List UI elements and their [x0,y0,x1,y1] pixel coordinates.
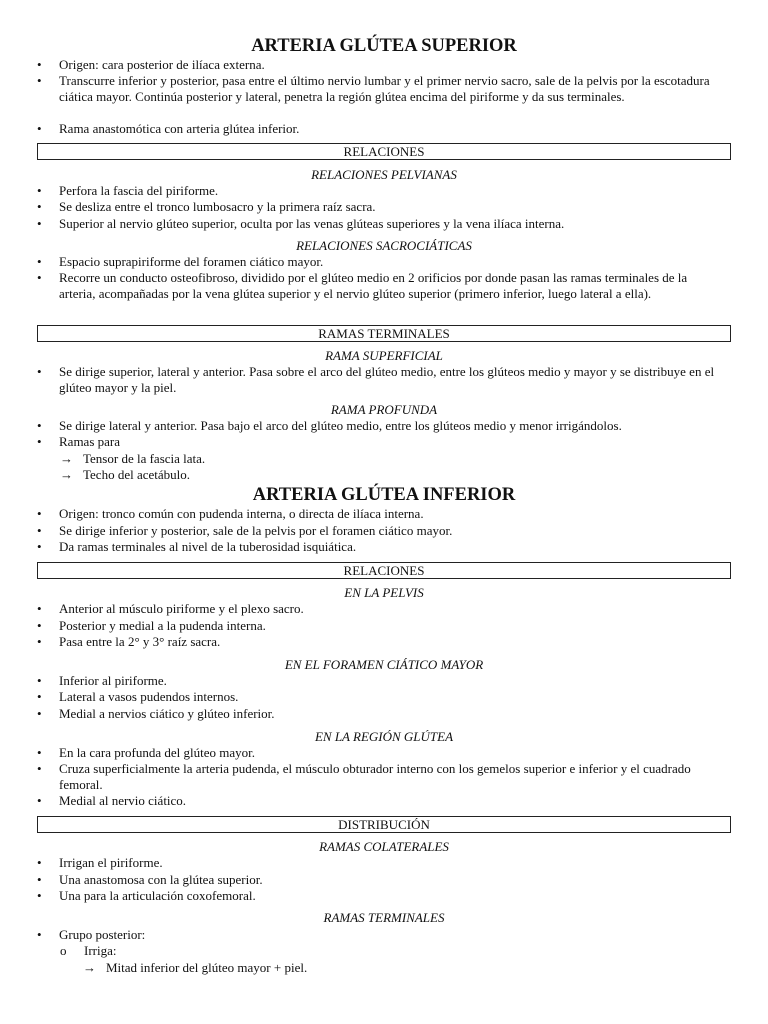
list-item [37,183,717,199]
list-item [37,706,717,722]
list-item-text: Una para la articulación coxofemoral. [59,888,256,903]
arrow-list-item [83,960,307,976]
bullet: • [37,539,42,554]
bullet: • [37,183,42,198]
list-item [37,364,717,396]
list-item-text: Superior al nervio glúteo superior, oculta por las venas glúteas superiores y la vena ilíaca interna. [59,216,565,231]
list-item [37,434,717,450]
list-item [37,761,717,793]
bullet: • [37,216,42,231]
subheading-en-el-foramen-ciatico-mayor: EN EL FORAMEN CIÁTICO MAYOR [284,657,484,672]
list-item [37,121,717,137]
bullet: • [37,270,42,285]
sub-list-item-text: Irriga: [84,943,117,958]
list-item-text: Se dirige superior, lateral y anterior. Pasa sobre el arco del glúteo medio, entre los glúteos medio y mayor y se distribuye en el glúteo mayor y la piel. [59,364,715,396]
list-item-text: Irrigan el piriforme. [59,855,163,870]
arrow-right-icon: → [60,467,73,482]
subheading-en-la-pelvis: EN LA PELVIS [344,585,424,600]
list-item-text: En la cara profunda del glúteo mayor. [59,745,256,760]
bullet: • [37,745,42,760]
list-item-text: Transcurre inferior y posterior, pasa entre el último nervio lumbar y el primer nervio sacro, sale de la pelvis por la escotadura ciática mayor. Continúa posterior y lateral, penetra la región glútea encima del piriforme y da sus terminales. [59,73,710,105]
arrow-right-icon: → [83,960,96,975]
list-item [37,254,717,270]
list-item-text: Posterior y medial a la pudenda interna. [59,618,266,633]
list-item-text: Medial a nervios ciático y glúteo inferior. [59,706,275,721]
sub-list-item [60,943,116,959]
list-item-text: Origen: cara posterior de ilíaca externa. [59,57,265,72]
bullet: • [37,618,42,633]
list-item [37,418,717,434]
subheading-relaciones-pelvianas: RELACIONES PELVIANAS [311,167,457,182]
title-arteria-glutea-superior: ARTERIA GLÚTEA SUPERIOR [251,36,517,56]
bullet: • [37,761,42,776]
list-item [37,216,717,232]
list-item-text: Inferior al piriforme. [59,673,167,688]
bullet: • [37,888,42,903]
arrow-list-item [60,467,190,483]
list-item [37,270,717,302]
list-item-text: Se dirige lateral y anterior. Pasa bajo el arco del glúteo medio, entre los glúteos medio y menor irrigándolos. [59,418,622,433]
arrow-list-item-text: Tensor de la fascia lata. [83,451,206,466]
bullet: • [37,364,42,379]
list-item [37,539,717,555]
list-item [37,57,717,73]
list-item [37,793,717,809]
list-item-text: Lateral a vasos pudendos internos. [59,689,239,704]
arrow-right-icon: → [60,451,73,466]
subheading-ramas-terminales: RAMAS TERMINALES [323,910,445,925]
subheading-ramas-colaterales: RAMAS COLATERALES [319,839,449,854]
list-item-text: Recorre un conducto osteofibroso, dividido por el glúteo medio en 2 orificios por donde pasan las ramas terminales de la arteria, acompañadas por la vena glútea superior y el nervio glúteo superior (primero inferior, luego lateral a ella). [59,270,688,302]
list-item-text: Una anastomosa con la glútea superior. [59,872,263,887]
bullet: • [37,121,42,136]
list-item [37,601,717,617]
list-item [37,689,717,705]
list-item [37,872,717,888]
subheading-relaciones-sacrociaticas: RELACIONES SACROCIÁTICAS [296,238,472,253]
bullet: • [37,634,42,649]
section-heading-relaciones: RELACIONES [37,562,731,579]
list-item-text: Se dirige inferior y posterior, sale de la pelvis por el foramen ciático mayor. [59,523,453,538]
subheading-en-la-region-glutea: EN LA REGIÓN GLÚTEA [314,729,454,744]
list-item-text: Grupo posterior: [59,927,146,942]
list-item [37,506,717,522]
section-heading-ramas-terminales: RAMAS TERMINALES [37,325,731,342]
list-item [37,618,717,634]
bullet: • [37,57,42,72]
list-item-text: Anterior al músculo piriforme y el plexo sacro. [59,601,304,616]
list-item [37,634,717,650]
arrow-list-item-text: Mitad inferior del glúteo mayor + piel. [106,960,308,975]
bullet: • [37,418,42,433]
bullet: • [37,523,42,538]
bullet: • [37,601,42,616]
bullet: • [37,673,42,688]
bullet: • [37,855,42,870]
bullet: • [37,793,42,808]
section-heading-distribucion: DISTRIBUCIÓN [37,816,731,833]
subheading-rama-superficial: RAMA SUPERFICIAL [325,348,443,363]
bullet: • [37,706,42,721]
arrow-list-item-text: Techo del acetábulo. [83,467,191,482]
list-item-text: Se desliza entre el tronco lumbosacro y la primera raíz sacra. [59,199,376,214]
list-item [37,673,717,689]
list-item [37,523,717,539]
list-item-text: Rama anastomótica con arteria glútea inferior. [59,121,300,136]
bullet: • [37,506,42,521]
bullet: • [37,689,42,704]
section-heading-relaciones: RELACIONES [37,143,731,160]
list-item-text: Ramas para [59,434,121,449]
bullet: • [37,434,42,449]
list-item-text: Cruza superficialmente la arteria pudenda, el músculo obturador interno con los gemelos superior e inferior y el cuadrado femoral. [59,761,691,793]
bullet: • [37,73,42,88]
bullet: • [37,254,42,269]
list-item [37,73,717,105]
list-item-text: Da ramas terminales al nivel de la tuberosidad isquiática. [59,539,357,554]
title-arteria-glutea-inferior: ARTERIA GLÚTEA INFERIOR [252,485,516,505]
bullet: • [37,927,42,942]
list-item-text: Origen: tronco común con pudenda interna, o directa de ilíaca interna. [59,506,424,521]
list-item-text: Medial al nervio ciático. [59,793,187,808]
subheading-rama-profunda: RAMA PROFUNDA [330,402,438,417]
list-item [37,855,717,871]
list-item-text: Espacio suprapiriforme del foramen ciático mayor. [59,254,324,269]
list-item [37,888,717,904]
list-item [37,745,717,761]
circle-bullet-icon: o [60,943,67,958]
arrow-list-item [60,451,205,467]
list-item-text: Pasa entre la 2° y 3° raíz sacra. [59,634,221,649]
list-item [37,927,717,943]
bullet: • [37,199,42,214]
list-item [37,199,717,215]
list-item-text: Perfora la fascia del piriforme. [59,183,219,198]
bullet: • [37,872,42,887]
